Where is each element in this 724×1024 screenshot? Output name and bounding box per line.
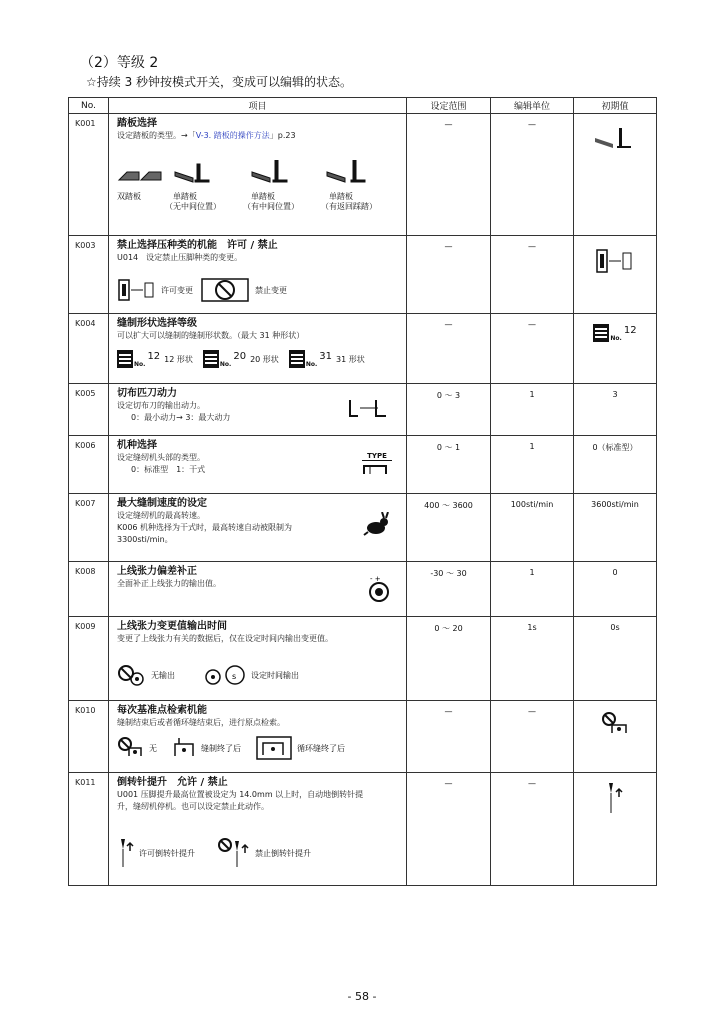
header-init: 初期值 xyxy=(574,98,657,114)
pedal-label-single-2: 单踏板 xyxy=(251,192,275,201)
row-no: K007 xyxy=(69,494,109,562)
pedal-label-single-1-sub: （无中间位置） xyxy=(165,202,221,211)
origin-after-cycle-icon xyxy=(255,735,293,761)
pedal-label-single-1: 单踏板 xyxy=(173,192,197,201)
header-unit: 编辑单位 xyxy=(491,98,574,114)
row-no: K011 xyxy=(69,773,109,886)
row-range: — xyxy=(407,314,491,384)
origin-none-icon xyxy=(600,711,630,737)
section-note: ☆持续 3 秒钟按模式开关，变成可以编辑的状态。 xyxy=(86,75,353,89)
table-row xyxy=(69,314,657,384)
row-desc: U001 压脚提升最高位置被设定为 14.0mm 以上时，自动地倒转针提 xyxy=(117,790,364,799)
row-init: 0 xyxy=(574,562,657,617)
row-range: — xyxy=(407,236,491,314)
row-no: K006 xyxy=(69,436,109,494)
header-range: 设定范围 xyxy=(407,98,491,114)
no-output-icon xyxy=(117,663,147,687)
row-init xyxy=(574,114,657,236)
thread-tension-icon xyxy=(366,574,392,604)
row-no: K004 xyxy=(69,314,109,384)
row-no: K005 xyxy=(69,384,109,436)
header-item: 项目 xyxy=(109,98,407,114)
row-title: 机种选择 xyxy=(117,440,157,451)
row-desc: 缝制结束后或者循环缝结束后，进行原点检索。 xyxy=(117,718,285,727)
forbid-change-icon xyxy=(201,278,251,302)
pattern-31-label: 31 形状 xyxy=(335,354,365,364)
table-row xyxy=(69,384,657,436)
row-title: 最大缝制速度的设定 xyxy=(117,498,207,509)
row-unit: — xyxy=(491,773,574,886)
row-item xyxy=(109,494,407,562)
table-row xyxy=(69,617,657,701)
row-no: K009 xyxy=(69,617,109,701)
row-desc: 设定踏板的类型。→「V-3. 踏板的操作方法」p.23 xyxy=(117,131,296,140)
pedal-type-icons xyxy=(117,160,397,186)
pedal-icon xyxy=(593,126,637,150)
row-range: — xyxy=(407,114,491,236)
forbid-change-label: 禁止变更 xyxy=(255,285,287,295)
row-desc: 可以扩大可以缝制的缝制形状数。（最大 31 种形状） xyxy=(117,331,305,340)
row-item xyxy=(109,114,407,236)
row-desc-2: 升，缝纫机停机。也可以设定禁止此动作。 xyxy=(117,802,269,811)
table-row xyxy=(69,494,657,562)
link-text[interactable]: V-3. 踏板的操作方法 xyxy=(195,131,270,140)
table-row xyxy=(69,436,657,494)
row-init: 0（标准型） xyxy=(574,436,657,494)
row-desc-3: 3300sti/min。 xyxy=(117,535,173,544)
row-range: -30 ～ 30 xyxy=(407,562,491,617)
row-unit: 1 xyxy=(491,562,574,617)
origin-after-sewing-label: 缝制终了后 xyxy=(201,743,241,753)
page-number: - 58 - xyxy=(347,990,377,1003)
needle-lift-icons xyxy=(117,837,311,869)
row-title: 禁止选择压种类的机能 许可 / 禁止 xyxy=(117,240,278,251)
presser-change-icon xyxy=(117,279,157,301)
table-row xyxy=(69,236,657,314)
row-title: 缝制形状选择等级 xyxy=(117,318,197,329)
pattern-12-label: 12 形状 xyxy=(164,354,193,364)
allow-needle-lift-label: 许可倒转针提升 xyxy=(139,848,195,858)
machine-type-icon: TYPE xyxy=(362,452,392,480)
row-item xyxy=(109,773,407,886)
table-row xyxy=(69,773,657,886)
allow-change-label: 许可变更 xyxy=(161,285,193,295)
table-row xyxy=(69,701,657,773)
row-init: 3600sti/min xyxy=(574,494,657,562)
row-unit: — xyxy=(491,701,574,773)
pedal-label-double: 双踏板 xyxy=(117,192,141,201)
settings-table xyxy=(68,97,657,886)
row-range: — xyxy=(407,701,491,773)
row-range: 0 ～ 3 xyxy=(407,384,491,436)
origin-none-icon xyxy=(117,736,145,760)
timed-output-icon xyxy=(201,663,247,687)
row-no: K001 xyxy=(69,114,109,236)
row-unit: — xyxy=(491,314,574,384)
row-unit: 1 xyxy=(491,384,574,436)
row-init xyxy=(574,773,657,886)
row-range: 400 ～ 3600 xyxy=(407,494,491,562)
needle-lift-icon xyxy=(605,781,625,815)
row-title: 上线张力变更值输出时间 xyxy=(117,621,227,632)
cutter-power-icon xyxy=(346,398,392,420)
pattern-icons xyxy=(117,350,365,368)
row-desc: 变更了上线张力有关的数据后，仅在设定时间内输出变更值。 xyxy=(117,634,333,643)
origin-none-label: 无 xyxy=(149,743,157,753)
needle-lift-icon xyxy=(117,837,135,869)
row-init xyxy=(574,701,657,773)
row-item xyxy=(109,384,407,436)
table-row xyxy=(69,114,657,236)
row-item xyxy=(109,236,407,314)
row-title: 每次基准点检索机能 xyxy=(117,705,207,716)
row-unit: — xyxy=(491,114,574,236)
row-desc: U014 设定禁止压脚种类的变更。 xyxy=(117,253,243,262)
row-no: K008 xyxy=(69,562,109,617)
row-init: 0s xyxy=(574,617,657,701)
svg-text:s: s xyxy=(232,672,237,681)
presser-icons xyxy=(117,278,287,302)
row-item xyxy=(109,617,407,701)
tension-output-icons xyxy=(117,663,299,687)
row-title: 切布匹刀动力 xyxy=(117,388,177,399)
pattern-20-icon: No. 20 xyxy=(203,350,246,368)
no-output-label: 无输出 xyxy=(151,670,175,680)
row-range: 0 ～ 20 xyxy=(407,617,491,701)
pedal-label-single-3-sub: （有返回踩踏） xyxy=(321,202,377,211)
forbid-needle-lift-icon xyxy=(217,837,251,869)
row-init: 3 xyxy=(574,384,657,436)
row-unit: 100sti/min xyxy=(491,494,574,562)
forbid-needle-lift-label: 禁止倒转针提升 xyxy=(255,848,311,858)
row-desc-2: 0：最小动力→ 3：最大动力 xyxy=(131,413,231,422)
row-desc: 设定缝纫机头部的类型。 xyxy=(117,453,205,462)
table-row xyxy=(69,562,657,617)
pedal-icons xyxy=(117,160,397,184)
pedal-label-single-3: 单踏板 xyxy=(329,192,353,201)
pattern-20-label: 20 形状 xyxy=(250,354,279,364)
row-title: 踏板选择 xyxy=(117,118,157,129)
row-range: — xyxy=(407,773,491,886)
row-no: K003 xyxy=(69,236,109,314)
presser-change-icon xyxy=(595,248,635,274)
row-desc: 设定缝纫机的最高转速。 xyxy=(117,511,205,520)
row-desc: 全面补正上线张力的输出值。 xyxy=(117,579,221,588)
table-header-row xyxy=(69,98,657,114)
row-title: 倒转针提升 允许 / 禁止 xyxy=(117,777,228,788)
row-range: 0 ～ 1 xyxy=(407,436,491,494)
row-no: K010 xyxy=(69,701,109,773)
row-item xyxy=(109,436,407,494)
row-unit: 1 xyxy=(491,436,574,494)
timed-output-label: 设定时间输出 xyxy=(251,670,299,680)
rabbit-speed-icon xyxy=(362,512,392,536)
row-init xyxy=(574,236,657,314)
pattern-31-icon: No. 31 xyxy=(289,350,332,368)
row-item xyxy=(109,314,407,384)
row-init xyxy=(574,314,657,384)
header-no: No. xyxy=(69,98,109,114)
row-unit: 1s xyxy=(491,617,574,701)
svg-text:- +: - + xyxy=(370,575,381,583)
row-desc-2: 0：标准型 1：干式 xyxy=(131,465,206,474)
pedal-label-single-2-sub: （有中间位置） xyxy=(243,202,299,211)
origin-search-icons xyxy=(117,735,345,761)
pattern-12-icon: No. 12 xyxy=(117,350,160,368)
row-desc-2: K006 机种选择为干式时，最高转速自动被限制为 xyxy=(117,523,293,532)
row-unit: — xyxy=(491,236,574,314)
row-item xyxy=(109,562,407,617)
row-item xyxy=(109,701,407,773)
section-heading: （2）等级 2 xyxy=(80,55,159,71)
row-title: 上线张力偏差补正 xyxy=(117,566,197,577)
origin-after-sewing-icon xyxy=(171,736,197,760)
row-desc: 设定切布刀的输出动力。 xyxy=(117,401,205,410)
origin-after-cycle-label: 循环缝终了后 xyxy=(297,743,345,753)
pattern-init-icon: No. 12 xyxy=(593,324,636,342)
